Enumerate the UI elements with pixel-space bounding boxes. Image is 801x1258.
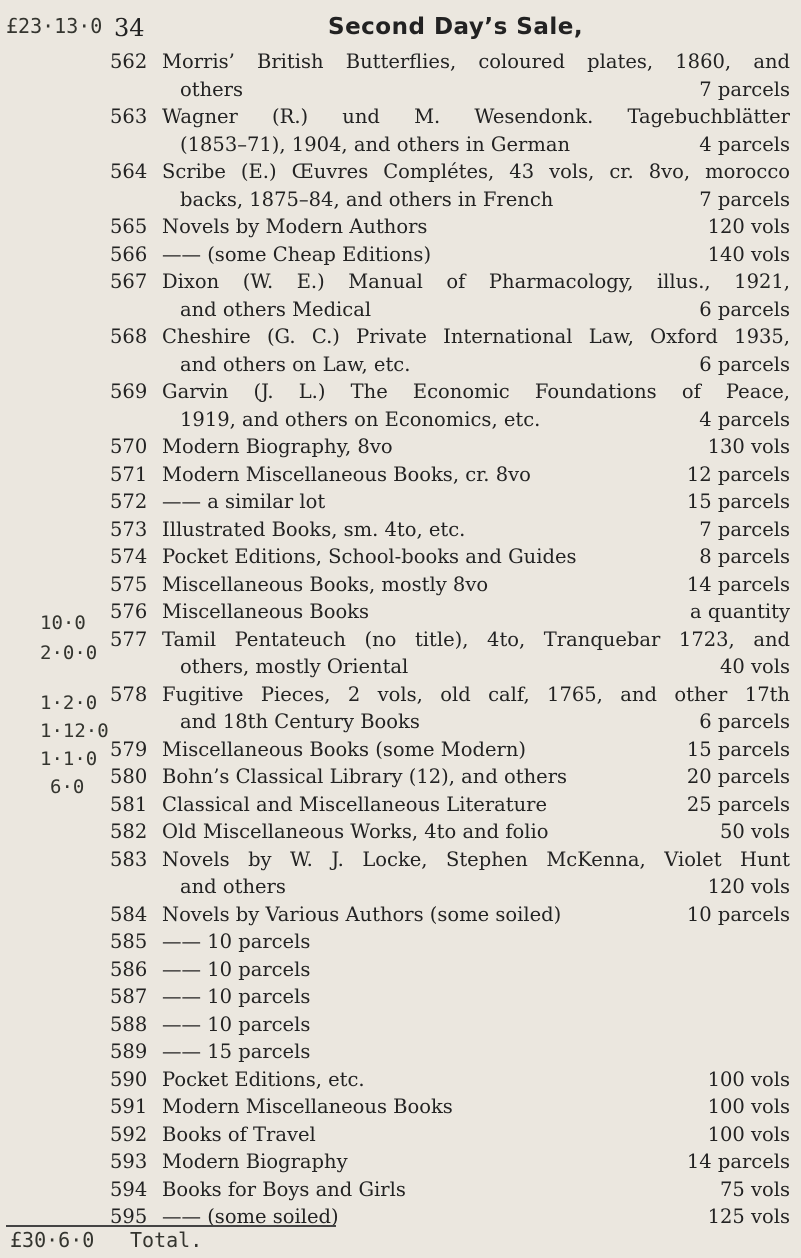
lot-description: Bohn’s Classical Library (12), and others [162, 765, 568, 788]
lot-number: 568 [110, 325, 148, 348]
lot-entry [110, 956, 790, 984]
lot-number: 595 [110, 1205, 148, 1228]
running-title: Second Day’s Sale, [328, 14, 584, 40]
lot-entry [110, 1121, 790, 1149]
lot-description: Modern Biography [162, 1150, 348, 1173]
lot-continuation [180, 708, 790, 736]
lot-number: 572 [110, 490, 148, 513]
lot-entry [110, 1066, 790, 1094]
lot-entry [110, 681, 790, 736]
lot-number: 578 [110, 682, 148, 706]
lot-quantity: 75 vols [719, 1177, 790, 1201]
lot-entry [110, 543, 790, 571]
lot-entry [110, 1176, 790, 1204]
lot-line [162, 461, 790, 489]
lot-description: Novels by Various Authors (some soiled) [162, 902, 562, 926]
total-rule [6, 1225, 336, 1227]
lot-description: Novels by Modern Authors [162, 215, 428, 238]
lot-quantity: 4 parcels [699, 132, 790, 156]
lot-quantity: 8 parcels [699, 545, 790, 568]
lot-line [162, 763, 790, 791]
lot-description: Illustrated Books, sm. 4to, etc. [162, 517, 466, 541]
lot-quantity: 125 vols [707, 1205, 790, 1228]
lot-entry [110, 241, 790, 269]
lot-line [162, 1038, 790, 1066]
lot-number: 576 [110, 600, 148, 623]
lot-entry [110, 1148, 790, 1176]
lot-quantity: 140 vols [707, 242, 790, 266]
lot-description: Modern Miscellaneous Books [162, 1095, 453, 1118]
lot-description: Books of Travel [162, 1122, 316, 1146]
lot-quantity: 25 parcels [686, 792, 790, 816]
lot-line [162, 956, 790, 984]
lot-number: 566 [110, 242, 148, 266]
lot-number: 581 [110, 792, 148, 816]
lot-line [162, 1176, 790, 1204]
lot-entry [110, 571, 790, 599]
lot-continuation [180, 186, 790, 214]
lot-description: Modern Biography, 8vo [162, 435, 393, 458]
lot-line [162, 928, 790, 956]
lot-entry [110, 378, 790, 433]
lot-quantity: 6 parcels [699, 297, 790, 321]
lot-description: Fugitive Pieces, 2 vols, old calf, 1765, and other 17th [162, 682, 790, 706]
lot-entry [110, 1011, 790, 1039]
lot-quantity: a quantity [690, 600, 790, 623]
lot-continuation [180, 76, 790, 104]
lot-line [162, 1121, 790, 1149]
lot-number: 575 [110, 572, 148, 596]
lot-entry [110, 103, 790, 158]
lot-number: 593 [110, 1150, 148, 1173]
lot-number: 571 [110, 462, 148, 486]
lot-description: —— (some soiled) [162, 1205, 339, 1228]
lot-line [162, 241, 790, 269]
lot-number: 562 [110, 50, 148, 73]
lot-description-cont: 1919, and others on Economics, etc. [180, 407, 541, 431]
lot-number: 585 [110, 930, 148, 953]
lot-number: 573 [110, 517, 148, 541]
lot-description-cont: others, mostly Oriental [180, 655, 409, 678]
lot-number: 587 [110, 985, 148, 1008]
lot-line [162, 983, 790, 1011]
lot-number: 583 [110, 847, 148, 871]
lot-entry [110, 433, 790, 461]
lot-entry [110, 791, 790, 819]
lot-number: 584 [110, 902, 148, 926]
lot-description: Cheshire (G. C.) Private International Law, Oxford 1935, [162, 325, 790, 348]
lot-description: Wagner (R.) und M. Wesendonk. Tagebuchblätter [162, 105, 790, 128]
lot-quantity: 7 parcels [699, 187, 790, 211]
lot-quantity: 50 vols [719, 820, 790, 843]
lot-number: 589 [110, 1040, 148, 1063]
page-number: 34 [114, 14, 145, 42]
page-header [114, 14, 781, 44]
lot-description-cont: and others [180, 875, 286, 898]
lot-continuation [180, 131, 790, 159]
lot-line [162, 433, 790, 461]
lot-line [162, 791, 790, 819]
handwritten-carried-total: £23·13·0 [6, 14, 103, 38]
lot-description: —— 10 parcels [162, 957, 311, 981]
lot-list [110, 48, 790, 1231]
lot-quantity: 20 parcels [686, 765, 790, 788]
lot-continuation [180, 351, 790, 379]
margin-note: 1·1·0 [40, 748, 98, 770]
lot-description: Tamil Pentateuch (no title), 4to, Tranquebar 1723, and [162, 627, 790, 651]
lot-line [162, 901, 790, 929]
lot-number: 563 [110, 105, 148, 128]
lot-quantity: 100 vols [707, 1067, 790, 1091]
lot-quantity: 100 vols [707, 1122, 790, 1146]
lot-description-cont: and others on Law, etc. [180, 352, 411, 376]
lot-quantity: 100 vols [707, 1095, 790, 1118]
lot-entry [110, 48, 790, 103]
lot-number: 592 [110, 1122, 148, 1146]
lot-continuation [180, 406, 790, 434]
lot-description-cont: (1853–71), 1904, and others in German [180, 132, 570, 156]
lot-number: 567 [110, 270, 148, 293]
lot-line [162, 818, 790, 846]
lot-line [162, 516, 790, 544]
lot-number: 565 [110, 215, 148, 238]
lot-number: 570 [110, 435, 148, 458]
lot-continuation [180, 296, 790, 324]
lot-description: Pocket Editions, School-books and Guides [162, 545, 577, 568]
lot-entry [110, 846, 790, 901]
lot-number: 594 [110, 1177, 148, 1201]
lot-entry [110, 516, 790, 544]
lot-number: 586 [110, 957, 148, 981]
lot-quantity: 15 parcels [686, 490, 790, 513]
lot-description: Books for Boys and Girls [162, 1177, 406, 1201]
margin-note: 6·0 [50, 776, 85, 798]
lot-description: Miscellaneous Books [162, 600, 370, 623]
lot-line [162, 598, 790, 626]
margin-note: 2·0·0 [40, 642, 98, 664]
lot-description-cont: and others Medical [180, 297, 372, 321]
lot-description: Modern Miscellaneous Books, cr. 8vo [162, 462, 531, 486]
lot-description-cont: others [180, 77, 244, 101]
lot-number: 588 [110, 1012, 148, 1036]
lot-description: Morris’ British Butterflies, coloured plates, 1860, and [162, 50, 790, 73]
lot-quantity: 40 vols [719, 655, 790, 678]
lot-continuation [180, 873, 790, 901]
lot-description-cont: backs, 1875–84, and others in French [180, 187, 554, 211]
lot-description: Scribe (E.) Œuvres Complétes, 43 vols, cr. 8vo, morocco [162, 160, 790, 183]
lot-quantity: 6 parcels [699, 710, 790, 733]
lot-number: 569 [110, 380, 148, 403]
lot-quantity: 120 vols [707, 215, 790, 238]
lot-description: —— 10 parcels [162, 985, 311, 1008]
lot-entry [110, 323, 790, 378]
lot-entry [110, 818, 790, 846]
lot-continuation [180, 653, 790, 681]
lot-entry [110, 1038, 790, 1066]
lot-description-cont: and 18th Century Books [180, 710, 420, 733]
lot-line [162, 1093, 790, 1121]
lot-number: 564 [110, 160, 148, 183]
lot-description: Pocket Editions, etc. [162, 1067, 365, 1091]
lot-line [162, 213, 790, 241]
lot-description: —— 15 parcels [162, 1040, 311, 1063]
lot-entry [110, 158, 790, 213]
margin-note: 1·2·0 [40, 692, 98, 714]
lot-description: Miscellaneous Books (some Modern) [162, 737, 527, 761]
lot-number: 579 [110, 737, 148, 761]
lot-quantity: 14 parcels [686, 572, 790, 596]
lot-entry [110, 598, 790, 626]
lot-line [162, 1148, 790, 1176]
lot-entry [110, 268, 790, 323]
lot-quantity: 120 vols [707, 875, 790, 898]
lot-description: Dixon (W. E.) Manual of Pharmacology, illus., 1921, [162, 270, 790, 293]
lot-line [162, 571, 790, 599]
lot-quantity: 10 parcels [686, 902, 790, 926]
lot-entry [110, 461, 790, 489]
lot-quantity: 14 parcels [686, 1150, 790, 1173]
lot-entry [110, 213, 790, 241]
lot-quantity: 12 parcels [686, 462, 790, 486]
lot-line [162, 543, 790, 571]
lot-quantity: 7 parcels [699, 77, 790, 101]
lot-number: 591 [110, 1095, 148, 1118]
lot-entry [110, 983, 790, 1011]
lot-number: 582 [110, 820, 148, 843]
lot-quantity: 130 vols [707, 435, 790, 458]
lot-line [162, 488, 790, 516]
lot-description: Novels by W. J. Locke, Stephen McKenna, Violet Hunt [162, 847, 790, 871]
lot-description: —— a similar lot [162, 490, 326, 513]
handwritten-total-label: Total. [130, 1228, 203, 1252]
lot-description: Garvin (J. L.) The Economic Foundations of Peace, [162, 380, 790, 403]
lot-number: 590 [110, 1067, 148, 1091]
lot-entry [110, 928, 790, 956]
lot-line [162, 1066, 790, 1094]
lot-description: Classical and Miscellaneous Literature [162, 792, 548, 816]
lot-entry [110, 626, 790, 681]
lot-quantity: 6 parcels [699, 352, 790, 376]
lot-description: Miscellaneous Books, mostly 8vo [162, 572, 489, 596]
lot-description: Old Miscellaneous Works, 4to and folio [162, 820, 549, 843]
lot-description: —— (some Cheap Editions) [162, 242, 432, 266]
lot-description: —— 10 parcels [162, 1012, 311, 1036]
lot-entry [110, 1093, 790, 1121]
lot-quantity: 4 parcels [699, 407, 790, 431]
lot-entry [110, 736, 790, 764]
lot-number: 580 [110, 765, 148, 788]
handwritten-total: £30·6·0 [10, 1228, 95, 1252]
lot-entry [110, 763, 790, 791]
lot-quantity: 7 parcels [699, 517, 790, 541]
lot-quantity: 15 parcels [686, 737, 790, 761]
lot-entry [110, 488, 790, 516]
lot-line [162, 736, 790, 764]
lot-number: 577 [110, 627, 148, 651]
margin-note: 10·0 [40, 612, 86, 634]
lot-description: —— 10 parcels [162, 930, 311, 953]
margin-note: 1·12·0 [40, 720, 109, 742]
lot-entry [110, 901, 790, 929]
lot-number: 574 [110, 545, 148, 568]
lot-line [162, 1011, 790, 1039]
